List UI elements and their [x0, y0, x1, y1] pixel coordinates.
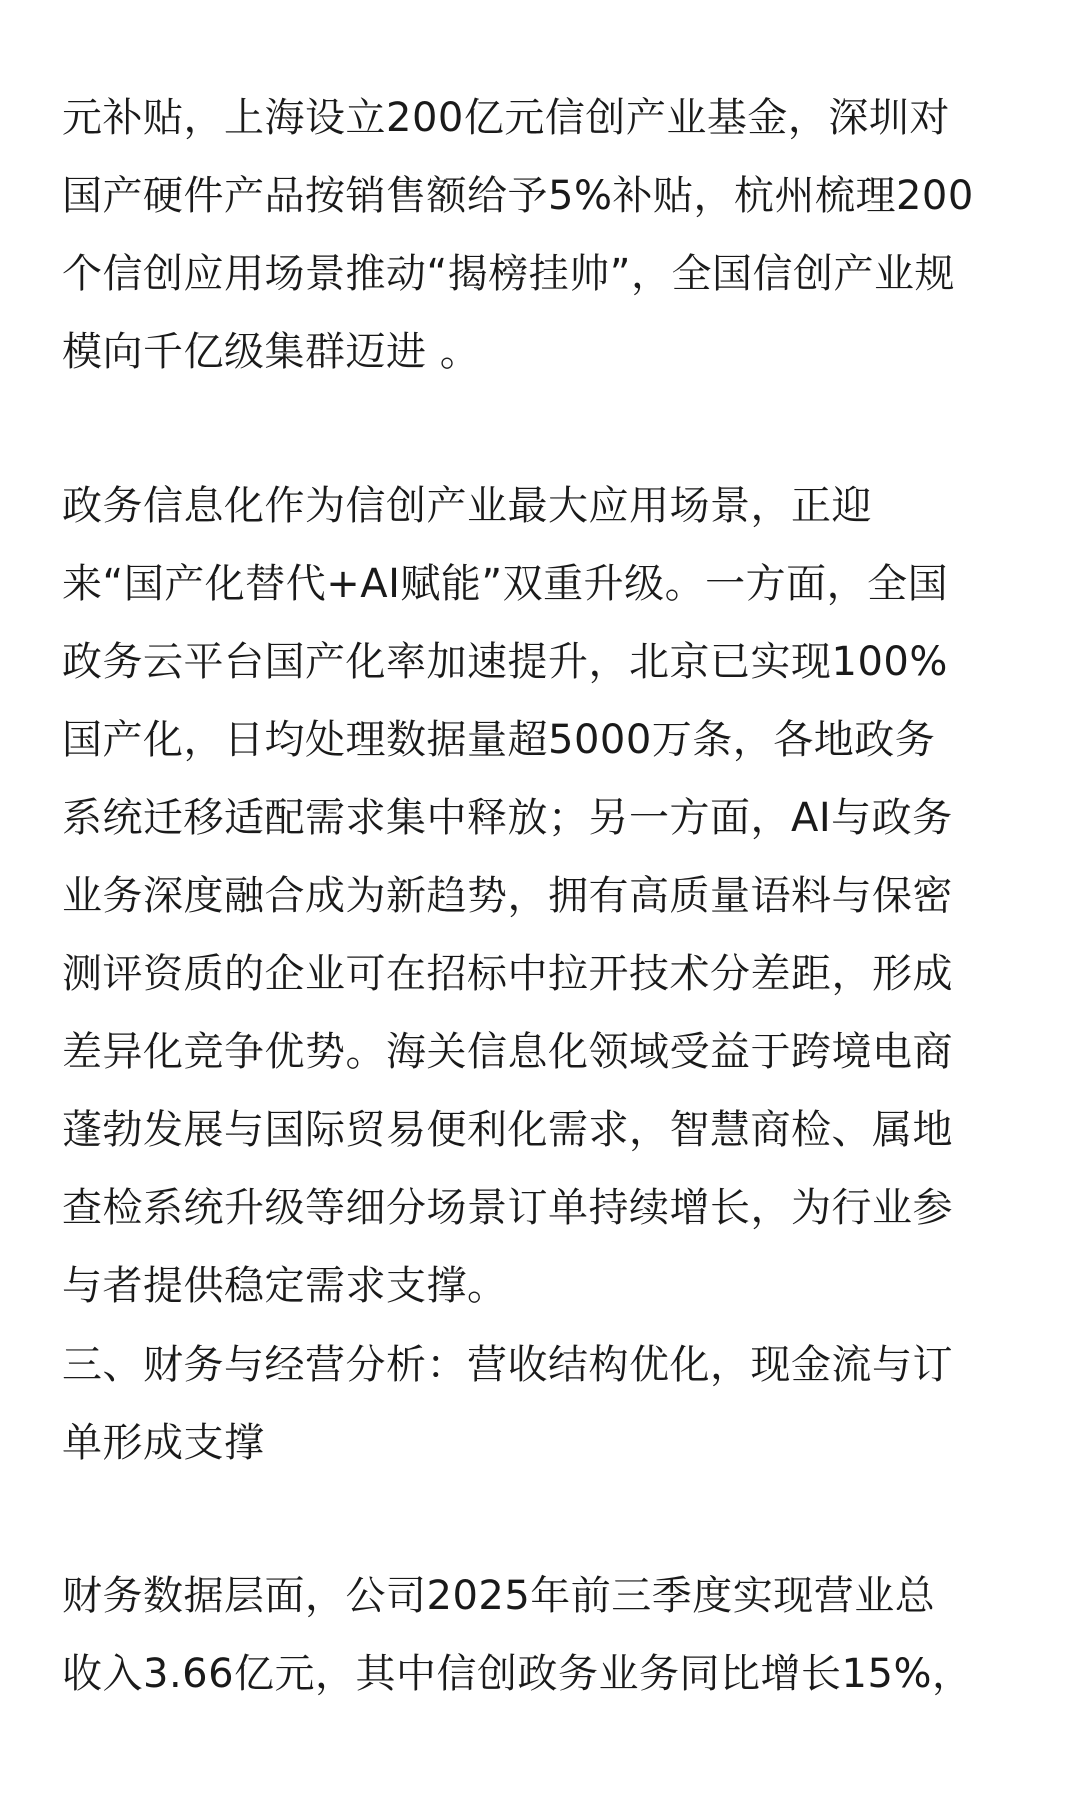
paragraph-financial-data: 财务数据层面，公司2025年前三季度实现营业总 收入3.66亿元，其中信创政务业务同比增长15%，: [62, 1573, 973, 1697]
section-heading-financial-analysis: 三、财务与经营分析：营收结构优化，现金流与订 单形成支撑: [62, 1342, 953, 1466]
paragraph-subsidy-policies: 元补贴，上海设立200亿元信创产业基金，深圳对 国产硬件产品按销售额给予5%补贴，杭州梳理200 个信创应用场景推动“揭榜挂帅”，全国信创产业规 模向千亿级集群迈进 。: [62, 95, 974, 375]
paragraph-government-informatization: 政务信息化作为信创产业最大应用场景，正迎 来“国产化替代+AI赋能”双重升级。一方面，全国 政务云平台国产化率加速提升，北京已实现100% 国产化，日均处理数据量超5000万条，各地政务 系统迁移适配需求集中释放；另一方面，AI与政务 业务深度融合成为新趋势，拥有高质量语料与保密 测评资质的企业可在招标中拉开技术分差距，形成 差异化竞争优势。海关信息化领域受益于跨境电商 蓬勃发展与国际贸易便利化需求，智慧商检、属地 查检系统升级等细分场景订单持续增长，为行业参 与者提供稳定需求支撑。: [62, 483, 953, 1309]
